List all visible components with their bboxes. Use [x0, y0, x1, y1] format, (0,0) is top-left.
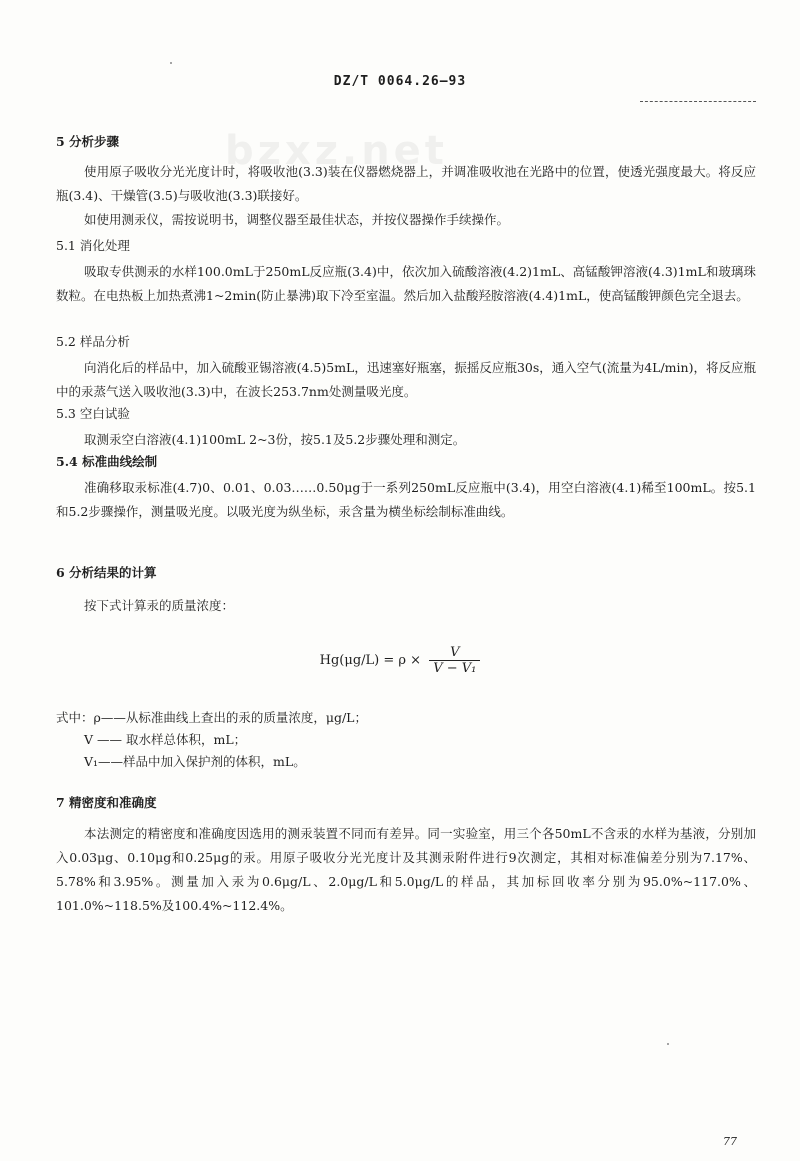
section-7-text: 本法测定的精密度和准确度因选用的测汞装置不同而有差异。同一实验室，用三个各50mL不含汞的水样为基液，分别加入0.03μg、0.10μg和0.25μg的汞。用原子吸收分光光度计及其测汞附件进行9次测定，其相对标准偏差分别为7.17%、5.78%和3.95%。测量加入汞为0.6μg/L、2.0μg/L和5.0μg/L的样品，其加标回收率分别为95.0%~117.0%、101.0%~118.5%及100.4%~112.4%。	[56, 826, 756, 913]
section-7-title: 7 精密度和准确度	[56, 795, 157, 810]
section-5-2-text: 向消化后的样品中，加入硫酸亚锡溶液(4.5)5mL，迅速塞好瓶塞，振摇反应瓶30s，通入空气(流量为4L/min)，将反应瓶中的汞蒸气送入吸收池(3.3)中，在波长253.7nm处测量吸光度。	[56, 360, 756, 399]
watermark: bzxz.net	[225, 128, 448, 174]
page-number: 77	[723, 1135, 737, 1148]
section-5-paragraph-2: 如使用测汞仪，需按说明书，调整仪器至最佳状态，并按仪器操作手续操作。	[84, 212, 510, 227]
section-6-intro: 按下式计算汞的质量浓度：	[84, 598, 235, 613]
definition-v: V —— 取水样总体积，mL；	[84, 732, 247, 747]
section-5-4-text: 准确移取汞标准(4.7)0、0.01、0.03……0.50μg于一系列250mL反应瓶中(3.4)，用空白溶液(4.1)稀至100mL。按5.1和5.2步骤操作，测量吸光度。以吸光度为纵坐标，汞含量为横坐标绘制标准曲线。	[56, 480, 756, 519]
scan-speck	[170, 62, 172, 64]
definition-rho: 式中：ρ——从标准曲线上查出的汞的质量浓度，μg/L；	[56, 710, 367, 725]
definition-v1: V₁——样品中加入保护剂的体积，mL。	[84, 754, 306, 769]
formula-numerator: V	[429, 645, 480, 661]
section-5-3-title: 5.3 空白试验	[56, 406, 130, 421]
page-header: DZ/T 0064.26—93	[333, 74, 467, 89]
scan-speck	[667, 1043, 669, 1045]
section-5-3-text: 取测汞空白溶液(4.1)100mL 2~3份，按5.1及5.2步骤处理和测定。	[84, 432, 466, 447]
section-6-title: 6 分析结果的计算	[56, 565, 157, 580]
formula-denominator: V − V₁	[433, 661, 477, 676]
section-5-1-text: 吸取专供测汞的水样100.0mL于250mL反应瓶(3.4)中，依次加入硫酸溶液(4.2)1mL、高锰酸钾溶液(4.3)1mL和玻璃珠数粒。在电热板上加热煮沸1~2min(防止暴沸)取下冷至室温。然后加入盐酸羟胺溶液(4.4)1mL，使高锰酸钾颜色完全退去。	[56, 264, 756, 303]
header-rule	[640, 101, 756, 102]
section-5-1-title: 5.1 消化处理	[56, 238, 130, 253]
formula-lhs: Hg(μg/L) = ρ ×	[319, 653, 422, 668]
section-5-2-title: 5.2 样品分析	[56, 334, 130, 349]
formula	[0, 645, 800, 676]
section-5-title: 5 分析步骤	[56, 134, 120, 149]
section-5-paragraph-1: 使用原子吸收分光光度计时，将吸收池(3.3)装在仪器燃烧器上，并调准吸收池在光路中的位置，使透光强度最大。将反应瓶(3.4)、干燥管(3.5)与吸收池(3.3)联接好。	[56, 164, 756, 203]
formula-fraction	[429, 645, 480, 676]
section-5-4-title: 5.4 标准曲线绘制	[56, 454, 158, 469]
